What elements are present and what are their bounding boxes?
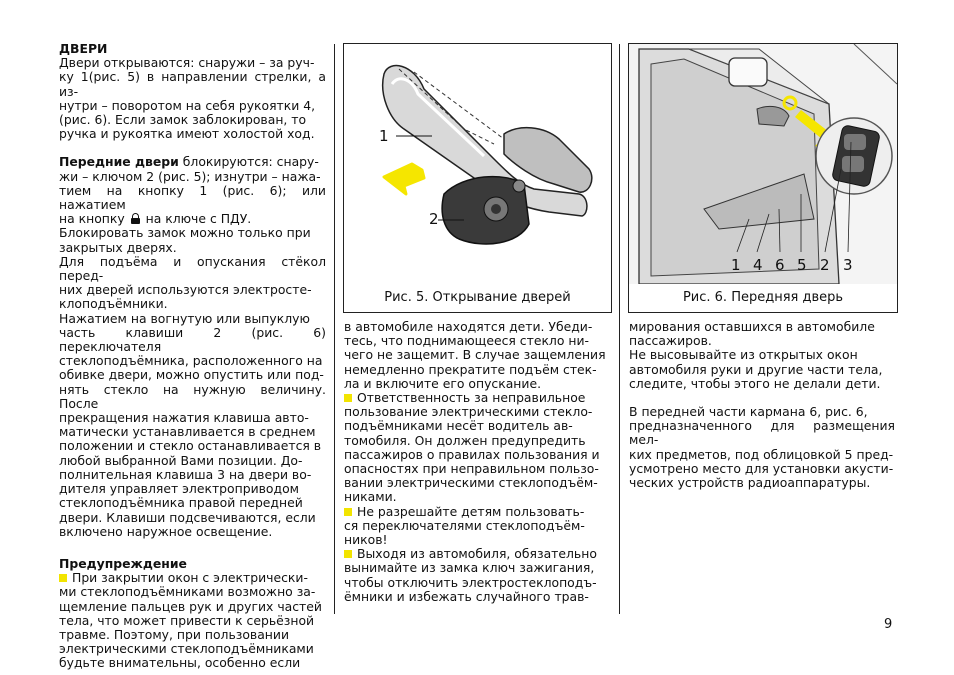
middle-paragraph-4: Выходя из автомобиля, обязательно вынимайте из замка ключ зажигания, чтобы отключить электростеклоподъ- ёмники и избежать случайного трав- [344,546,597,604]
right-paragraph-3: В передней части кармана 6, рис. 6, предназначенного для размещения мел- ких предметов, под облицовкой 5 пред- усмотрено место для установки акусти- ческих устройств радиоаппаратуры. [629,404,895,491]
warning-paragraph-1: При закрытии окон с электрически- ми стеклоподъёмниками возможно за- щемление пальцев рук и других частей тела, что может привести к серьёзной травме. Поэтому, при пользовании электрическими стеклоподъёмниками будьте внимательны, особенно если [59,570,322,671]
right-paragraph-2: Не высовывайте из открытых окон автомобиля руки и другие части тела, следите, чтобы этого не делали дети. [629,347,883,391]
door-handle-illustration [344,44,611,284]
front-doors-lead: Передние двери [59,154,179,170]
figure-6-caption: Рис. 6. Передняя дверь [682,290,844,305]
paragraph-lock-closed: Блокировать замок можно только при закрытых дверях. [59,225,311,255]
fig6-label-2: 2 [820,256,830,274]
fig6-label-6: 6 [775,256,785,274]
middle-paragraph-3: Не разрешайте детям пользовать- ся переключателями стеклоподъём- ников! [344,503,585,548]
middle-column [344,320,610,604]
fig5-label-1: 1 [379,127,389,145]
fig6-label-4: 4 [753,256,763,274]
warning-heading: Предупреждение [59,555,187,571]
bullet-icon [344,394,352,402]
fig6-label-1: 1 [731,256,741,274]
figure-6 [628,43,898,313]
page-number: 9 [884,617,893,632]
bullet-icon [344,508,352,516]
right-column [629,320,895,490]
fig5-label-2: 2 [429,210,439,228]
bullet-icon [344,550,352,558]
paragraph-doors-opening: Двери открываются: снаружи – за руч- ку 1(рис. 5) в направлении стрелки, а из- нутри – поворотом на себя рукоятки 4, (рис. 6). Если замок заблокирован, то ручка и рукоятка имеют холостой ход. [59,55,326,142]
fig6-label-3: 3 [843,256,853,274]
left-column [59,42,326,671]
lock-icon [131,213,140,224]
middle-paragraph-2: Ответственность за неправильное пользование электрическими стекло- подъёмниками несёт водитель ав- томобиля. Он должен предупредить пассажиров о правилах пользования и опасностях при неправильном пользо- вании электрическими стеклоподъём- никами. [344,390,600,505]
front-door-illustration [629,44,897,284]
figure-5-caption: Рис. 5. Открывание дверей [384,290,571,305]
paragraph-front-doors: Передние двери блокируются: снару- жи – ключом 2 (рис. 5); изнутри – нажа- тием на кнопку 1 (рис. 6); или нажатием на кнопку на ключе с ПДУ. [59,154,326,227]
figure-5 [343,43,612,313]
right-paragraph-1: мирования оставшихся в автомобиле пассажиров. [629,319,875,349]
bullet-icon [59,574,67,582]
section-heading: ДВЕРИ [59,41,108,56]
paragraph-window-lifters: Для подъёма и опускания стёкол перед- них дверей используются электросте- клоподъёмники. [59,253,326,312]
fig6-label-5: 5 [797,256,807,274]
column-divider-left [334,44,335,614]
middle-paragraph-1: в автомобиле находятся дети. Убеди- тесь, что поднимающееся стекло ни- чего не защемит. В случае защемления немедленно прекратите подъём стек- ла и включите его опускание. [344,319,606,391]
paragraph-switch-usage: Нажатием на вогнутую или выпуклую часть клавиши 2 (рис. 6) переключателя стеклоподъёмника, расположенного на обивке двери, можно опустить или под- нять стекло на нужную величину. После прекращения нажатия клавиша авто- матически устанавливается в среднем положении и стекло останавливается в любой выбранной Вами позиции. До- полнительная клавиша 3 на двери во- дителя управляет электроприводом стеклоподъёмника правой передней двери. Клавиши подсвечиваются, если включено наружное освещение. [59,310,326,539]
column-divider-right [619,44,620,614]
